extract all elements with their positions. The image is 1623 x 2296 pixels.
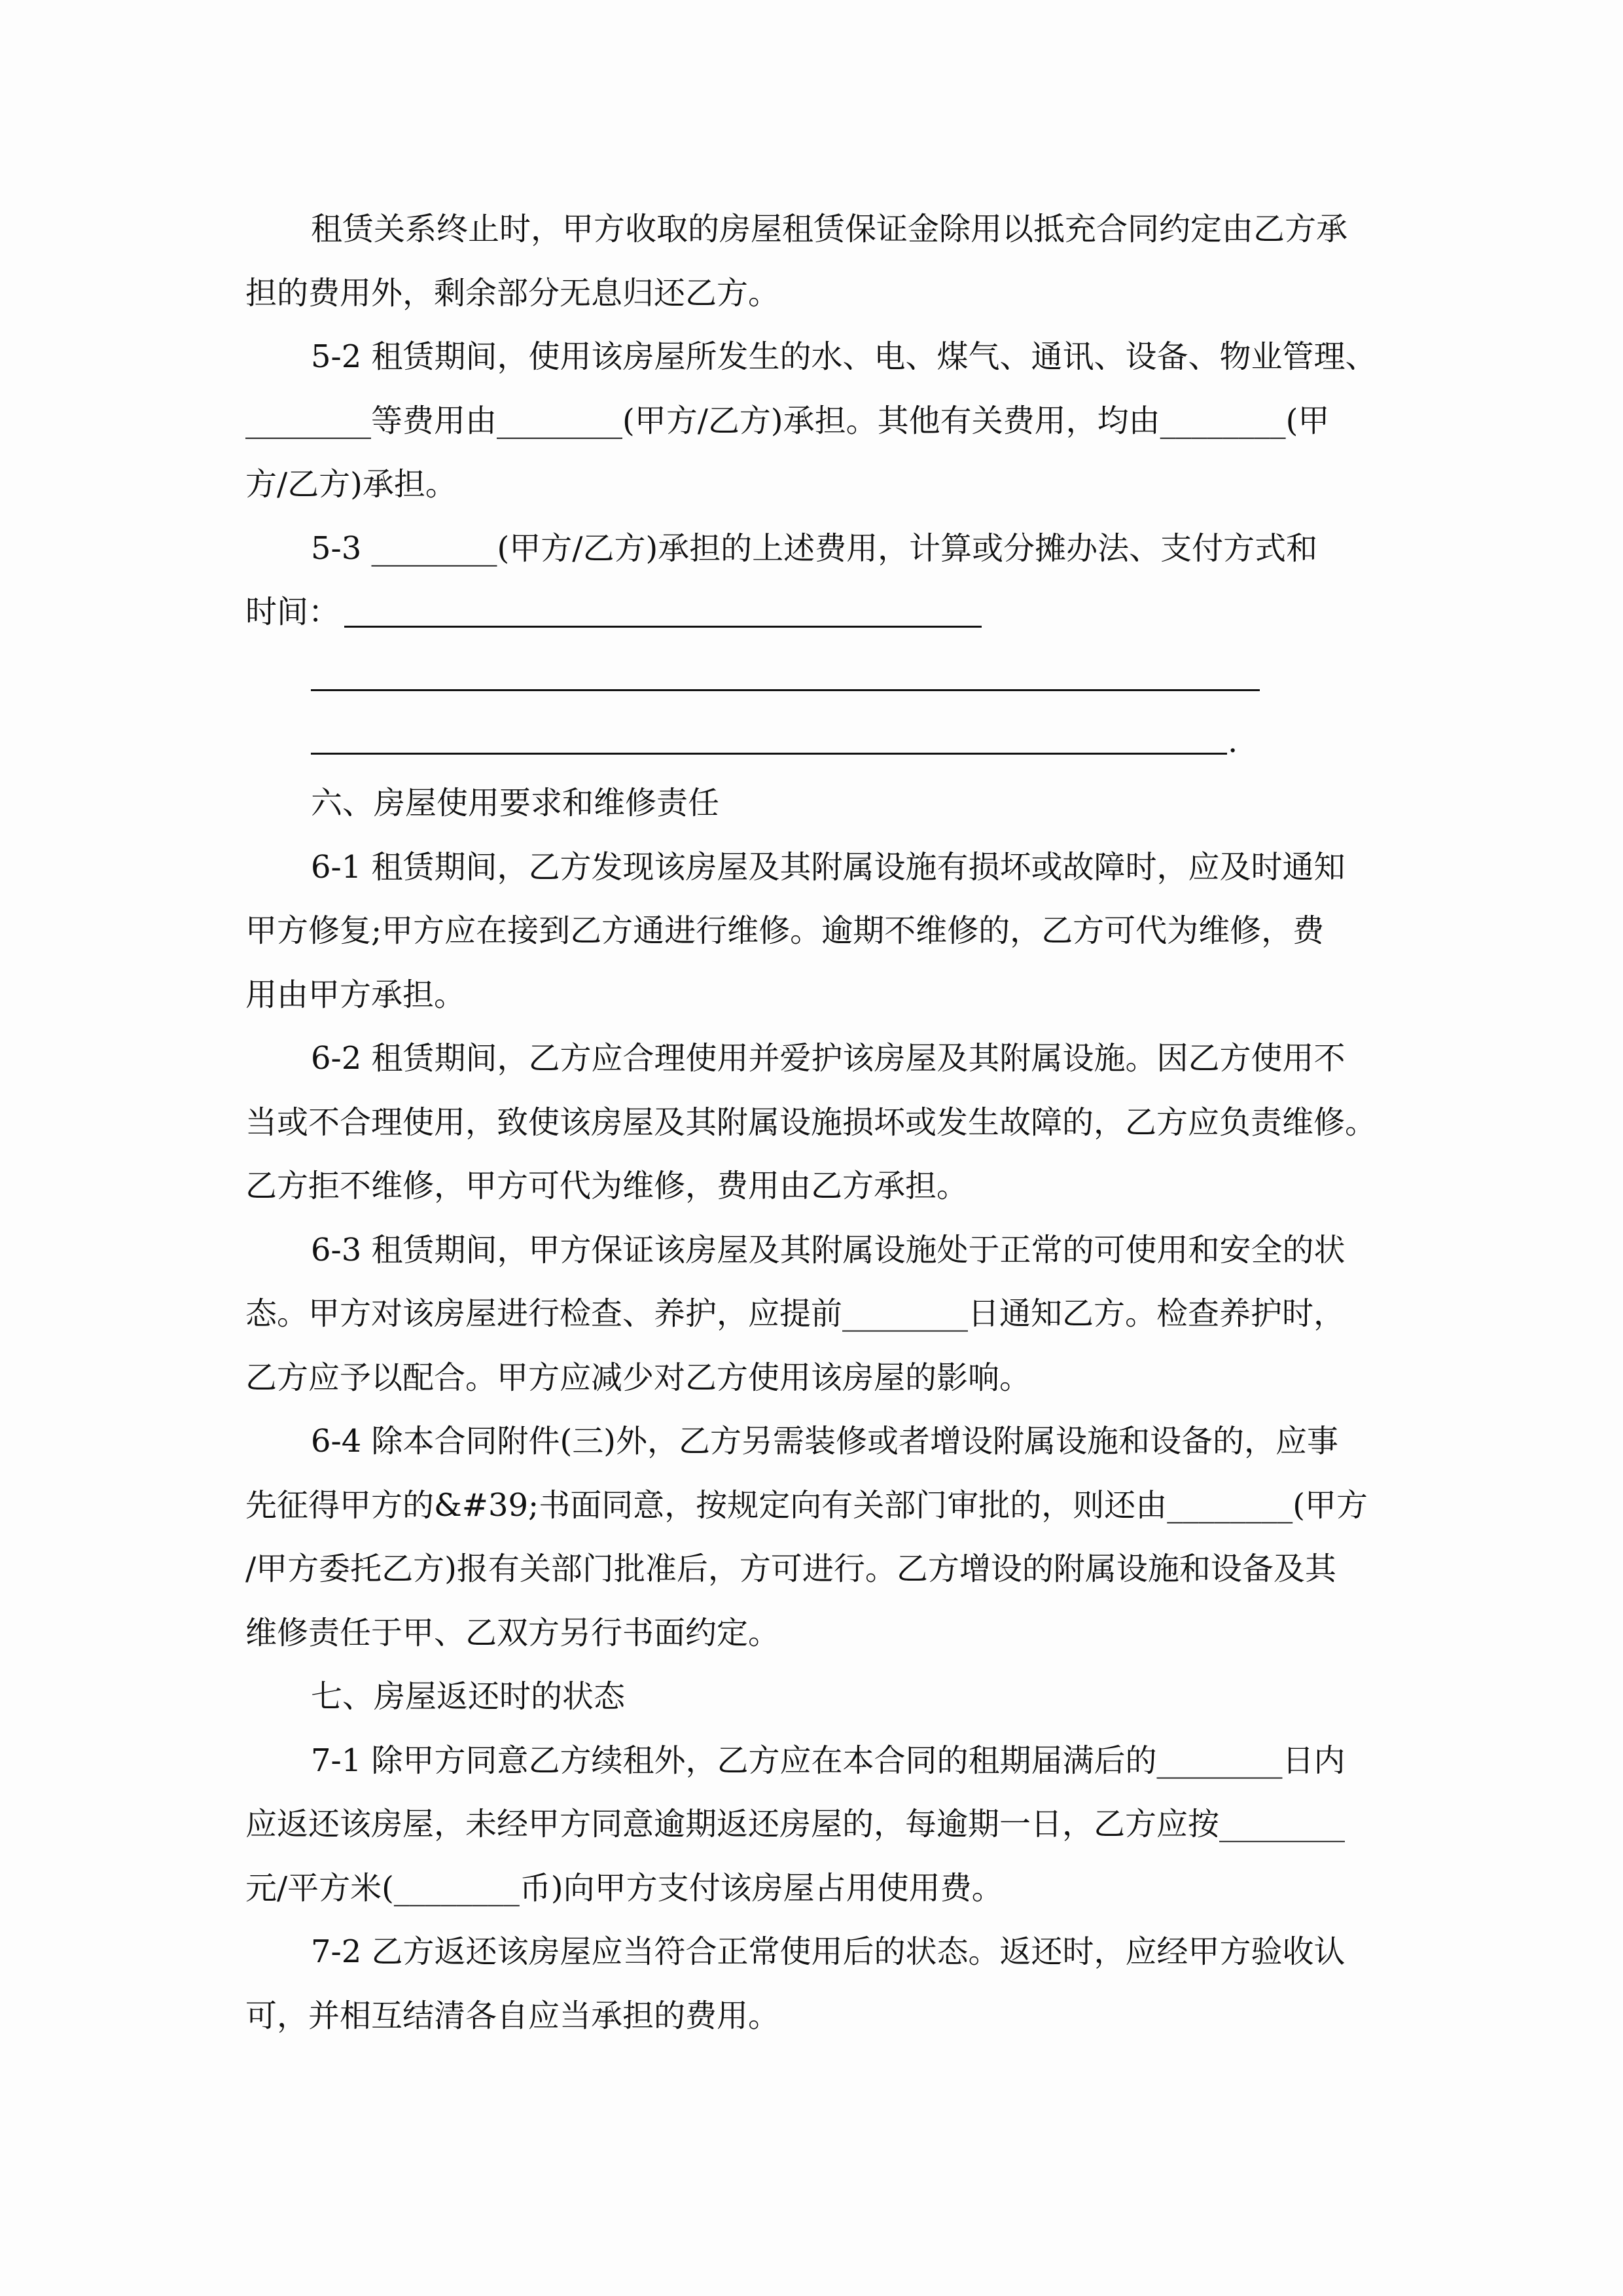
clause-5-3-line-1: 5-3 ________(甲方/乙方)承担的上述费用，计算或分摊办法、支付方式和 (311, 530, 1318, 567)
fill-in-blank-line[interactable] (311, 689, 1260, 691)
clause-6-1-line-2: 甲方修复;甲方应在接到乙方通进行维修。逾期不维修的，乙方可代为维修，费 (245, 912, 1325, 949)
paragraph-deposit-return-line-1: 租赁关系终止时，甲方收取的房屋租赁保证金除用以抵充合同约定由乙方承 (311, 211, 1348, 247)
clause-6-3-line-3: 乙方应予以配合。甲方应减少对乙方使用该房屋的影响。 (245, 1359, 1031, 1396)
clause-5-3-line-2: 时间： (245, 594, 340, 630)
clause-6-4-line-3: /甲方委托乙方)报有关部门批准后，方可进行。乙方增设的附属设施和设备及其 (245, 1551, 1336, 1587)
clause-5-2-line-1: 5-2 租赁期间，使用该房屋所发生的水、电、煤气、通讯、设备、物业管理、 (311, 338, 1377, 375)
clause-6-1-line-1: 6-1 租赁期间，乙方发现该房屋及其附属设施有损坏或故障时，应及时通知 (311, 849, 1346, 886)
clause-7-1-line-1: 7-1 除甲方同意乙方续租外，乙方应在本合同的租期届满后的________日内 (311, 1742, 1346, 1779)
clause-7-2-line-2: 可，并相互结清各自应当承担的费用。 (245, 1998, 780, 2034)
clause-6-2-line-3: 乙方拒不维修，甲方可代为维修，费用由乙方承担。 (245, 1168, 969, 1204)
clause-7-2-line-1: 7-2 乙方返还该房屋应当符合正常使用后的状态。返还时，应经甲方验收认 (311, 1933, 1346, 1970)
clause-6-3-line-2: 态。甲方对该房屋进行检查、养护，应提前________日通知乙方。检查养护时， (245, 1295, 1346, 1332)
fill-in-blank-line[interactable] (311, 753, 1227, 755)
clause-7-1-line-2: 应返还该房屋，未经甲方同意逾期返还房屋的，每逾期一日，乙方应按________ (245, 1806, 1346, 1842)
clause-7-1-line-3: 元/平方米(________币)向甲方支付该房屋占用使用费。 (245, 1870, 1003, 1907)
clause-6-2-line-1: 6-2 租赁期间，乙方应合理使用并爱护该房屋及其附属设施。因乙方使用不 (311, 1040, 1346, 1077)
clause-6-4-line-2: 先征得甲方的&#39;书面同意，按规定向有关部门审批的，则还由________(甲方 (245, 1487, 1368, 1524)
clause-6-3-line-1: 6-3 租赁期间，甲方保证该房屋及其附属设施处于正常的可使用和安全的状 (311, 1232, 1346, 1268)
paragraph-deposit-return-line-2: 担的费用外，剩余部分无息归还乙方。 (245, 275, 780, 312)
closing-period: . (1228, 723, 1238, 760)
section-7-heading: 七、房屋返还时的状态 (311, 1678, 626, 1715)
clause-6-4-line-1: 6-4 除本合同附件(三)外，乙方另需装修或者增设附属设施和设备的，应事 (311, 1423, 1339, 1460)
clause-6-1-line-3: 用由甲方承担。 (245, 977, 466, 1013)
fill-in-blank-line[interactable] (344, 626, 982, 628)
clause-6-2-line-2: 当或不合理使用，致使该房屋及其附属设施损坏或发生故障的，乙方应负责维修。 (245, 1104, 1377, 1141)
clause-5-2-line-2: ________等费用由________(甲方/乙方)承担。其他有关费用，均由________(甲 (245, 403, 1330, 439)
section-6-heading: 六、房屋使用要求和维修责任 (311, 785, 720, 821)
clause-6-4-line-4: 维修责任于甲、乙双方另行书面约定。 (245, 1615, 780, 1651)
clause-5-2-line-3: 方/乙方)承担。 (245, 466, 457, 503)
